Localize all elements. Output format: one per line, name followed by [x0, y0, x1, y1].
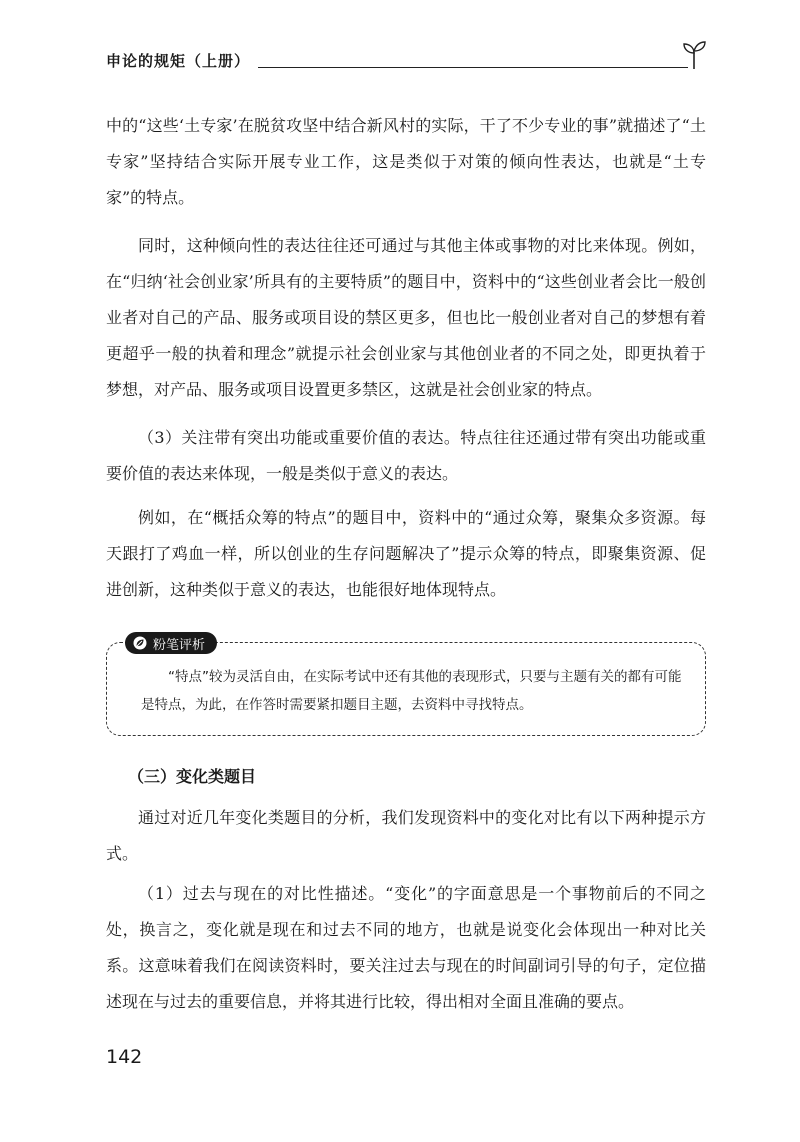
- body-paragraph-4: 例如，在“概括众筹的特点”的题目中，资料中的“通过众筹，聚集众多资源。每天跟打了鸡血一样，所以创业的生存问题解决了”提示众筹的特点，即聚集资源、促进创新，这种类似于意义的表达，也能很好地体现特点。: [106, 508, 706, 599]
- header-title: 申论的规矩（上册）: [106, 52, 251, 70]
- sprout-icon: [682, 40, 706, 70]
- commentary-box: [106, 637, 706, 736]
- page-number: 142: [106, 1046, 143, 1068]
- running-header: [106, 40, 706, 76]
- body-paragraph-3: （3）关注带有突出功能或重要价值的表达。特点往往还通过带有突出功能或重要价值的表达来体现，一般是类似于意义的表达。: [106, 428, 706, 483]
- header-rule: [258, 67, 688, 68]
- body-paragraph-2: 同时，这种倾向性的表达往往还可通过与其他主体或事物的对比来体现。例如，在“归纳‘社会创业家’所具有的主要特质”的题目中，资料中的“这些创业者会比一般创业者对自己的产品、服务或项目设的禁区更多，但也比一般创业者对自己的梦想有着更超乎一般的执着和理念”就提示社会创业家与其他创业者的不同之处，即更执着于梦想，对产品、服务或项目设置更多禁区，这就是社会创业家的特点。: [106, 236, 706, 399]
- section-heading: （三）变化类题目: [128, 767, 257, 786]
- section-paragraph-1: 通过对近几年变化类题目的分析，我们发现资料中的变化对比有以下两种提示方式。: [106, 808, 706, 863]
- commentary-label: [125, 632, 217, 654]
- body-paragraph-1: 中的“这些‘土专家’在脱贫攻坚中结合新风村的实际，干了不少专业的事”就描述了“土专家”坚持结合实际开展专业工作，这是类似于对策的倾向性表达，也就是“土专家”的特点。: [106, 116, 706, 207]
- leaf-icon: [133, 636, 147, 650]
- section-paragraph-2: （1）过去与现在的对比性描述。“变化”的字面意思是一个事物前后的不同之处，换言之，变化就是现在和过去不同的地方，也就是说变化会体现出一种对比关系。这意味着我们在阅读资料时，要关注过去与现在的时间副词引导的句子，定位描述现在与过去的重要信息，并将其进行比较，得出相对全面且准确的要点。: [106, 884, 706, 1011]
- commentary-text: “特点”较为灵活自由，在实际考试中还有其他的表现形式，只要与主题有关的都有可能是特点，为此，在作答时需要紧扣题目主题，去资料中寻找特点。: [141, 669, 682, 713]
- commentary-label-text: 粉笔评析: [153, 637, 206, 653]
